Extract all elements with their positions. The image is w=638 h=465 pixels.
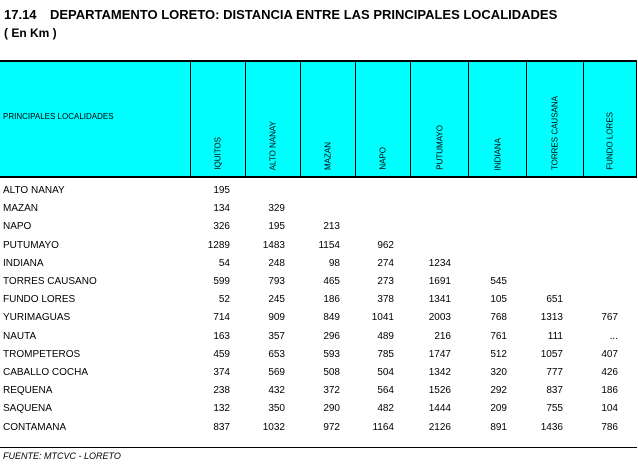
table-cell: 1057 <box>540 348 563 360</box>
row-label: TROMPETEROS <box>3 348 81 360</box>
table-cell: 459 <box>213 348 230 360</box>
table-cell: 465 <box>323 276 340 287</box>
column-header-label: IQUITOS <box>213 137 223 170</box>
table-cell: 593 <box>323 348 340 360</box>
table-cell: 245 <box>268 294 285 306</box>
table-subtitle: ( En Km ) <box>4 26 57 40</box>
table-cell: 104 <box>601 403 618 415</box>
table-cell: 274 <box>377 257 394 269</box>
row-label: TORRES CAUSANO <box>3 276 97 287</box>
table-cell: 186 <box>323 294 340 306</box>
row-label: SAQUENA <box>3 403 52 415</box>
table-cell: 508 <box>323 367 340 378</box>
table-cell: 482 <box>377 403 394 415</box>
row-header-label: PRINCIPALES LOCALIDADES <box>3 112 114 121</box>
table-cell: 1041 <box>371 312 394 324</box>
table-cell: 504 <box>377 367 394 378</box>
column-header <box>190 62 245 176</box>
table-row <box>0 346 637 364</box>
table-cell: 512 <box>490 348 507 360</box>
column-header <box>245 62 300 176</box>
table-cell: 273 <box>377 276 394 287</box>
table-cell: 1342 <box>428 367 451 378</box>
table-cell: 292 <box>490 385 507 397</box>
table-cell: 1747 <box>428 348 451 360</box>
table-cell: 1444 <box>428 403 451 415</box>
table-cell: 248 <box>268 257 285 269</box>
table-cell: 837 <box>213 421 230 433</box>
table-row <box>0 237 637 255</box>
row-label: NAPO <box>3 221 32 233</box>
table-cell: 1154 <box>318 239 340 251</box>
row-label: CONTAMANA <box>3 421 67 433</box>
table-cell: 54 <box>218 257 230 269</box>
table-cell: 1526 <box>428 385 451 397</box>
column-header-label: PUTUMAYO <box>435 125 444 170</box>
table-cell: 1234 <box>428 257 451 269</box>
table-cell: 1436 <box>540 421 563 433</box>
table-title <box>4 7 557 22</box>
table-cell: 761 <box>490 330 507 342</box>
table-cell: 238 <box>213 385 230 397</box>
table-cell: 1164 <box>372 421 394 433</box>
table-cell: 1289 <box>207 239 230 251</box>
table-cell: 545 <box>490 276 507 287</box>
row-label: YURIMAGUAS <box>3 312 71 324</box>
table-cell: 1691 <box>428 276 451 287</box>
table-cell: 216 <box>434 330 451 342</box>
column-header <box>355 62 410 176</box>
table-cell: 374 <box>213 367 230 378</box>
table-cell: 163 <box>213 330 230 342</box>
table-cell: 296 <box>323 330 340 342</box>
table-cell: 2003 <box>428 312 451 324</box>
table-cell: 909 <box>268 312 285 324</box>
table-row <box>0 309 637 327</box>
table-cell: ... <box>609 330 618 342</box>
table-cell: 111 <box>547 330 563 342</box>
table-cell: 714 <box>213 312 230 324</box>
table-cell: 432 <box>268 385 285 397</box>
table-cell: 357 <box>268 330 285 342</box>
column-header-label: TORRES CAUSANA <box>550 95 560 170</box>
table-header <box>0 60 637 178</box>
column-header-label: MAZAN <box>323 142 333 170</box>
row-label: PUTUMAYO <box>3 239 59 251</box>
row-label: ALTO NANAY <box>3 185 65 196</box>
table-cell: 426 <box>601 367 618 378</box>
row-label: NAUTA <box>3 330 37 342</box>
table-cell: 1483 <box>262 239 285 251</box>
column-header <box>300 62 355 176</box>
table-cell: 195 <box>213 185 230 196</box>
table-cell: 564 <box>377 385 394 397</box>
table-cell: 186 <box>601 385 618 397</box>
table-cell: 767 <box>601 312 618 324</box>
column-header <box>526 62 583 176</box>
table-cell: 1341 <box>428 294 451 306</box>
table-cell: 209 <box>490 403 507 415</box>
table-row <box>0 364 637 382</box>
table-cell: 786 <box>601 421 618 433</box>
table-row <box>0 400 637 418</box>
table-cell: 755 <box>546 403 563 415</box>
row-label: FUNDO LORES <box>3 294 76 306</box>
table-cell: 195 <box>268 221 285 233</box>
table-row <box>0 291 637 309</box>
column-header <box>410 62 468 176</box>
column-header-label: ALTO NANAY <box>268 120 278 170</box>
table-row <box>0 328 637 346</box>
row-label: REQUENA <box>3 385 53 397</box>
table-cell: 1313 <box>540 312 563 324</box>
table-cell: 849 <box>323 312 340 324</box>
table-cell: 132 <box>213 403 230 415</box>
table-cell: 962 <box>377 239 394 251</box>
table-cell: 105 <box>490 294 507 306</box>
row-label: MAZAN <box>3 203 38 215</box>
table-row <box>0 182 637 200</box>
column-header-label: FUNDO LORES <box>605 112 615 170</box>
column-header-label: INDIANA <box>493 137 502 170</box>
table-cell: 329 <box>268 203 285 215</box>
table-cell: 785 <box>377 348 394 360</box>
table-cell: 350 <box>268 403 285 415</box>
table-cell: 569 <box>268 367 285 378</box>
row-label: CABALLO COCHA <box>3 367 89 378</box>
footer-divider <box>0 447 637 448</box>
table-row <box>0 200 637 218</box>
table-cell: 768 <box>490 312 507 324</box>
table-cell: 52 <box>218 294 230 306</box>
table-cell: 651 <box>546 294 563 306</box>
table-row <box>0 255 637 273</box>
table-row <box>0 382 637 400</box>
table-title-text: DEPARTAMENTO LORETO: DISTANCIA ENTRE LAS PRINCIPALES LOCALIDADES <box>50 7 558 22</box>
table-row <box>0 273 637 291</box>
column-header-label: NAPO <box>378 147 388 170</box>
table-cell: 290 <box>323 403 340 415</box>
table-cell: 320 <box>490 367 507 378</box>
table-cell: 213 <box>323 221 340 233</box>
table-cell: 326 <box>213 221 230 233</box>
table-row <box>0 218 637 236</box>
source-note: FUENTE: MTCVC - LORETO <box>3 451 121 461</box>
table-cell: 972 <box>323 421 340 433</box>
table-cell: 837 <box>546 385 563 397</box>
table-cell: 489 <box>377 330 394 342</box>
table-cell: 599 <box>213 276 230 287</box>
table-cell: 793 <box>268 276 285 287</box>
table-cell: 134 <box>213 203 230 215</box>
table-cell: 653 <box>268 348 285 360</box>
table-cell: 777 <box>546 367 563 378</box>
table-number: 17.14 <box>4 7 37 22</box>
table-cell: 372 <box>323 385 340 397</box>
table-cell: 891 <box>490 421 507 433</box>
table-row <box>0 419 637 437</box>
table-cell: 378 <box>377 294 394 306</box>
table-cell: 1032 <box>262 421 285 433</box>
column-header <box>468 62 526 176</box>
table-cell: 407 <box>601 348 618 360</box>
column-header <box>583 62 637 176</box>
table-cell: 2126 <box>428 421 451 433</box>
table-cell: 98 <box>328 257 340 269</box>
row-label: INDIANA <box>3 257 44 269</box>
